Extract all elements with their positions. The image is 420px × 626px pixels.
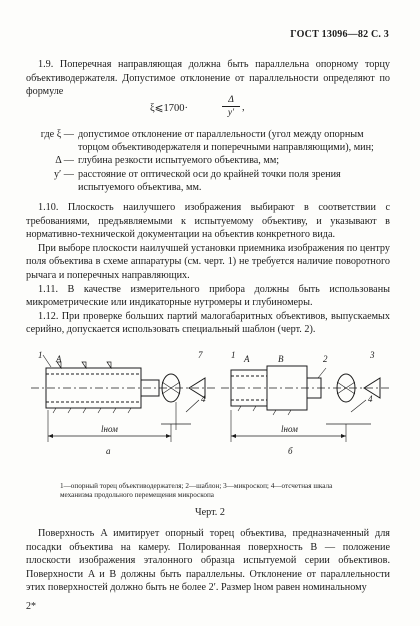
definition-text: расстояние от оптической оси до крайней точки поля зрения испытуемого объектива, мм.: [78, 168, 341, 193]
page-header: ГОСТ 13096—82 С. 3: [290, 29, 389, 40]
page-number: 2*: [26, 601, 36, 612]
formula-denominator: y′: [227, 108, 235, 118]
fig-b-label-3: 3: [370, 350, 375, 360]
formula-tail: ,: [242, 102, 245, 113]
definition-xi: [26, 128, 390, 154]
definition-symbol: Δ —: [55, 155, 74, 167]
paragraph-1-9: 1.9. Поперечная направляющая должна быть параллельна опорному торцу объективодержателя. Допустимое отклонение от параллельности определяют по формуле: [26, 59, 390, 98]
formula-fraction: [222, 95, 240, 119]
fig-b-lnom: lном: [281, 424, 298, 434]
paragraph-1-10-b: При выборе плоскости наилучшей установки приемника изображения по центру поля объектива в схеме аппаратуры (см. черт. 1) не требуется наличие поворотного рычага и поперечных направляющих.: [26, 242, 390, 281]
fig-a-label-4: 4: [201, 394, 206, 404]
definition-symbol: y′ —: [53, 168, 74, 180]
fig-b-label-1: 1: [231, 350, 236, 360]
figure-legend: 1—опорный торец объективодержателя; 2—шаблон; 3—микроскоп; 4—отсчетная шкала механизма продольного перемещения микроскопа: [60, 482, 333, 499]
definition-delta: [26, 154, 390, 167]
fig-b-label-4: 4: [368, 394, 373, 404]
fig-a-label-7: 7: [198, 350, 203, 360]
figure-caption: Черт. 2: [195, 507, 225, 518]
paragraph-1-11: 1.11. В качестве измерительного прибора должны быть использованы микрометрические или индикаторные нутромеры и глубиномеры.: [26, 283, 390, 309]
fig-b-label-B: B: [278, 354, 284, 364]
definition-text: глубина резкости испытуемого объектива, мм;: [78, 155, 280, 167]
formula-lhs: ξ⩽1700·: [150, 103, 188, 114]
formula: [150, 95, 300, 121]
definition-y: [26, 168, 390, 194]
definition-symbol: где ξ —: [40, 129, 74, 140]
paragraph-after-figure: Поверхность A имитирует опорный торец объектива, предназначенный для посадки объектива на камеру. Полированная поверхность B — положение плоскости изображения эталонного образца испытуемой серии объективов. Поверхности A и B должны быть параллельны. Отклонение от параллельности этих поверхностей должно быть не более 2′. Размер lном равен номинальному: [26, 528, 390, 594]
fig-b-sublabel: б: [288, 446, 293, 456]
fig-a-lnom: lном: [101, 424, 118, 434]
paragraph-1-12: 1.12. При проверке больших партий малогабаритных объективов, выпускаемых серийно, допускается использовать специальный шаблон (черт. 2).: [26, 310, 390, 336]
figure-2-drawing: [26, 350, 396, 490]
fig-b-label-2: 2: [323, 354, 328, 364]
formula-numerator: Δ: [228, 95, 234, 105]
definition-text: допустимое отклонение от параллельности (угол между опорным торцом объективодержателя и поперечными направляющими), мин;: [78, 129, 374, 154]
definitions: [26, 128, 390, 194]
fig-b-label-A: A: [244, 354, 250, 364]
paragraph-1-10: 1.10. Плоскость наилучшего изображения выбирают в соответствии с требованиями, предъявляемыми к испытуемому объективу, и указывают в нормативно-технической документации на объектив конкретного вида. При выборе плоскости наилучшей установки приемника изображения по центру поля объектива в схеме аппаратуры (см. черт. 1) не требуется наличие поворотного рычага и поперечных направляющих. 1.11. В качестве измерительного прибора должны быть использованы микрометрические или индикаторные нутромеры и глубиномеры. 1.12. При проверке больших партий малогабаритных объективов, выпускаемых серийно, допускается использовать специальный шаблон (черт. 2).: [26, 202, 390, 336]
fig-a-label-A: A: [56, 354, 62, 364]
fig-a-label-1: 1: [38, 350, 43, 360]
fig-a-sublabel: а: [106, 446, 111, 456]
